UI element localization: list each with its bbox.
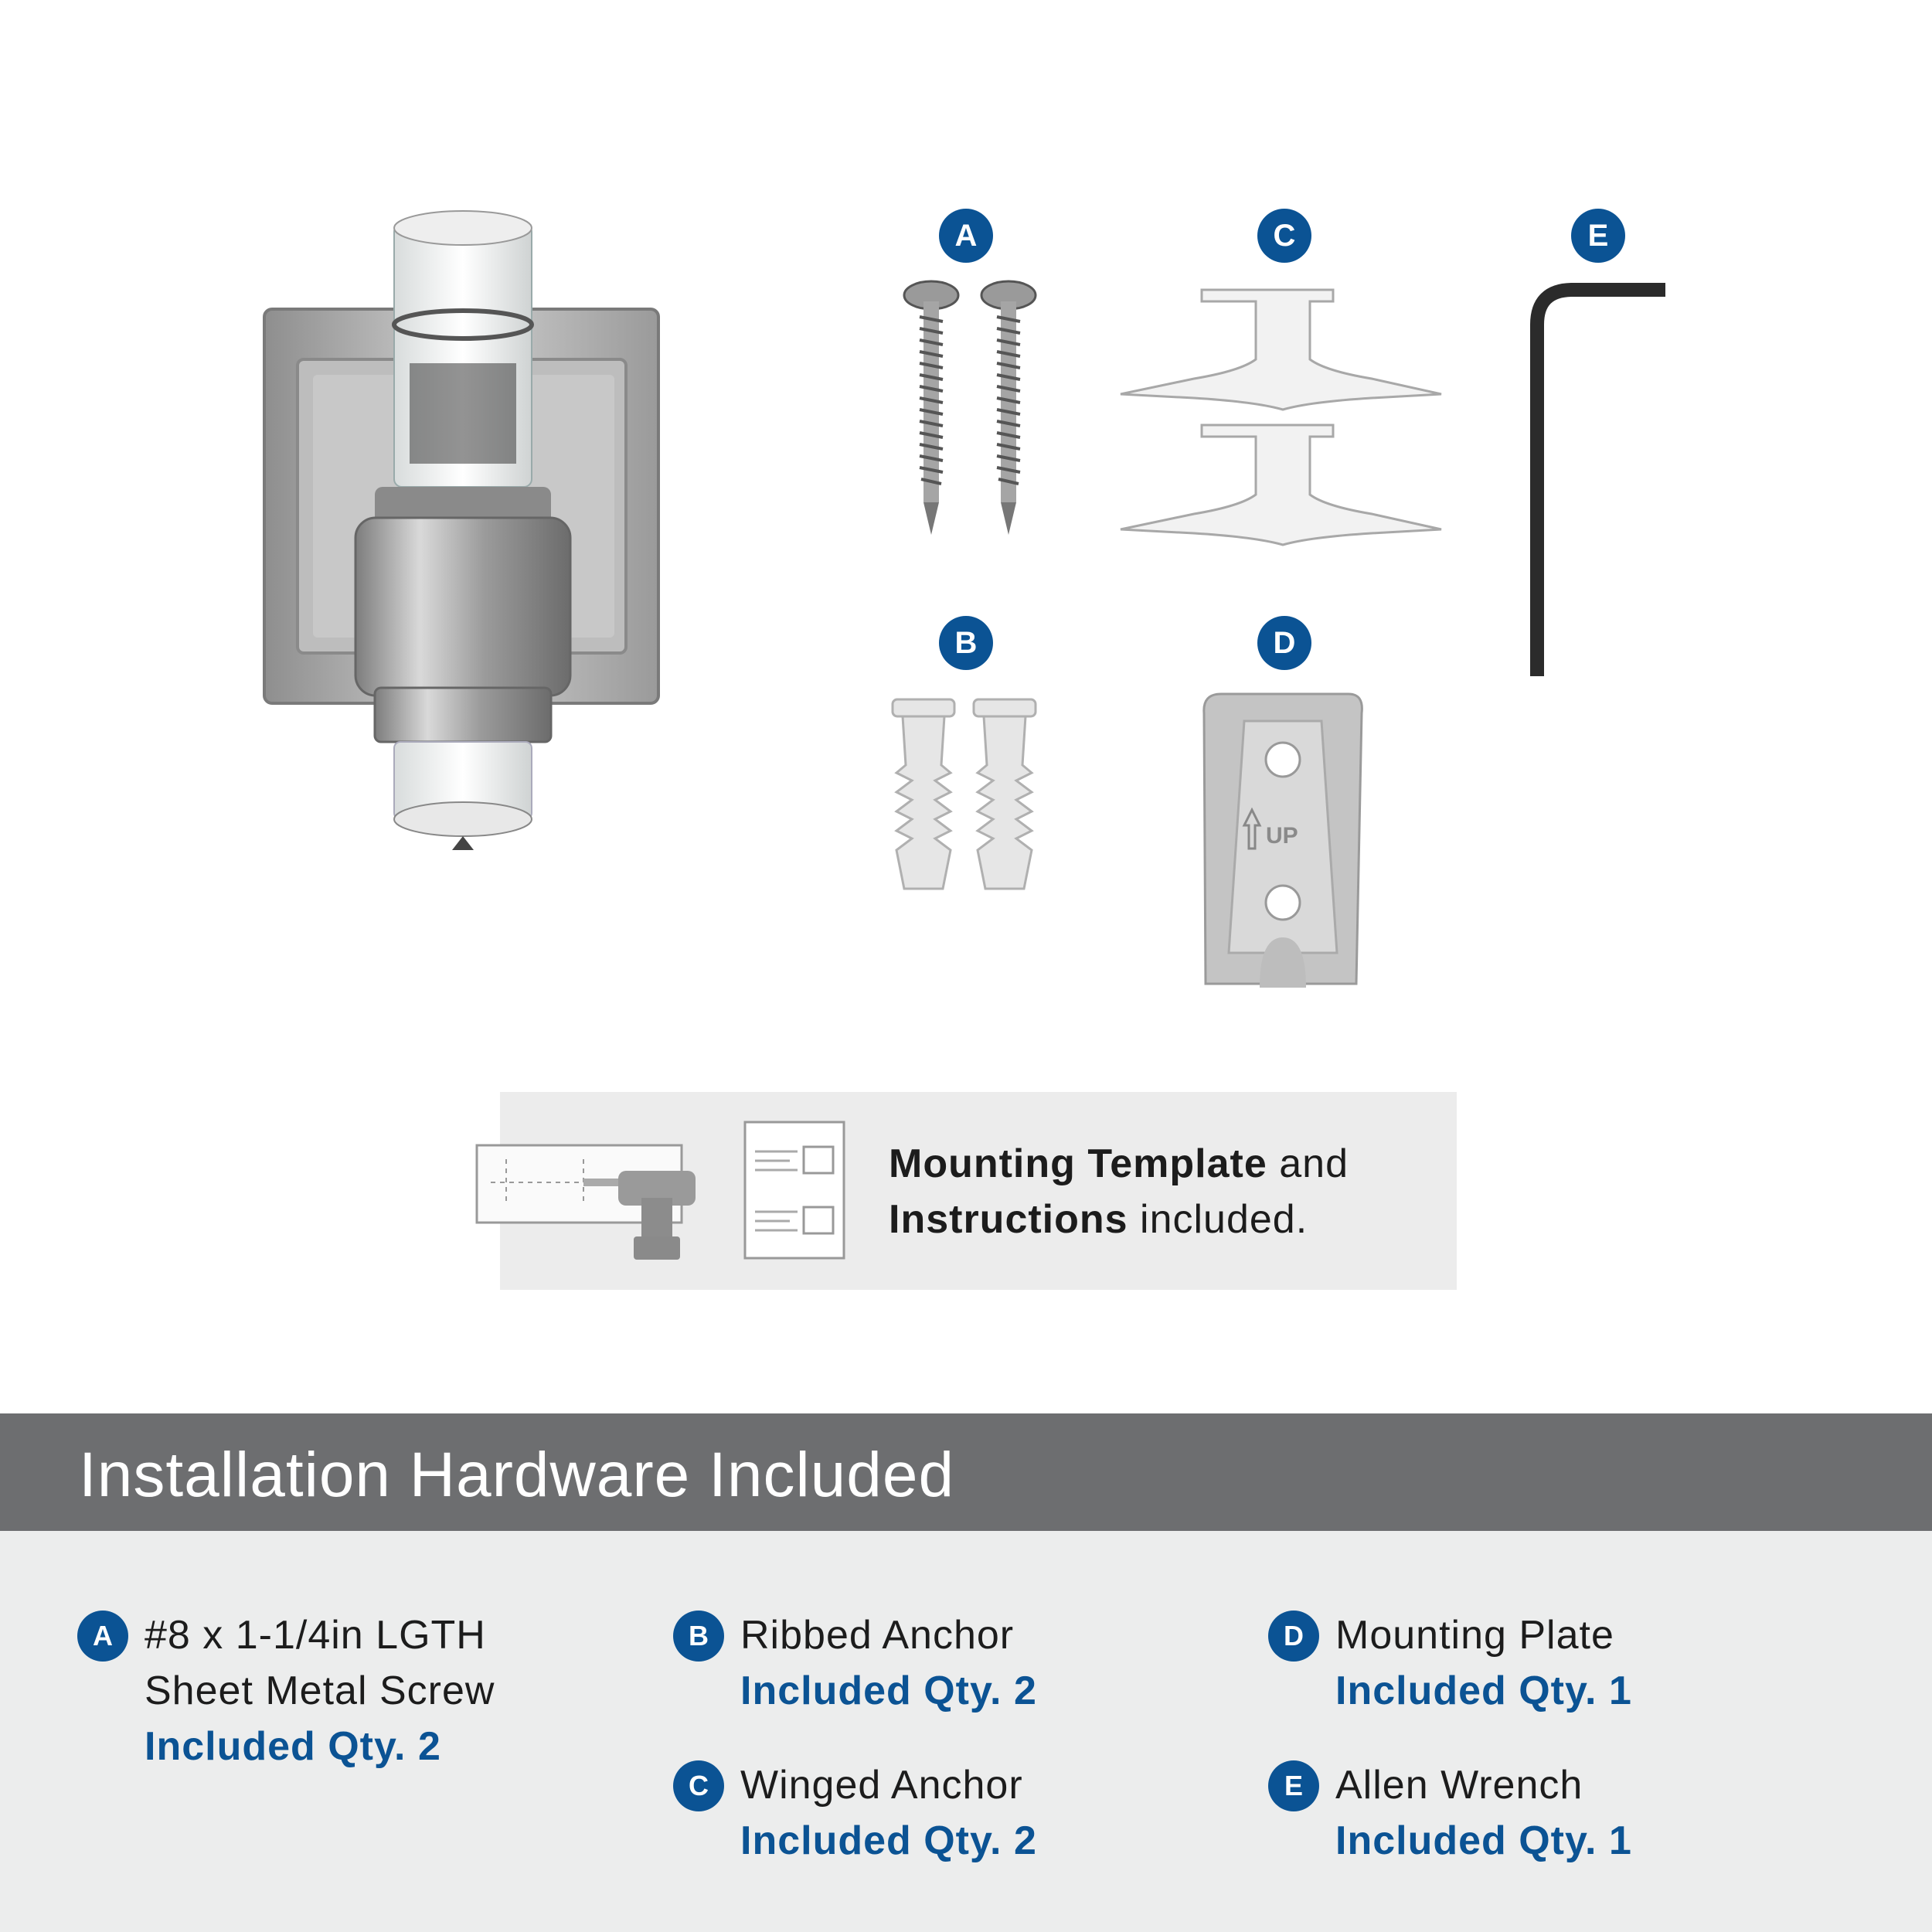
list-badge-c: C — [673, 1760, 724, 1811]
template-description — [889, 1136, 1349, 1247]
item-d-name: Mounting Plate — [1335, 1613, 1614, 1658]
mounting-plate-image — [1198, 690, 1368, 992]
item-e-name: Allen Wrench — [1335, 1763, 1583, 1808]
list-badge-b: B — [673, 1611, 724, 1662]
ribbed-anchors-image — [889, 696, 1043, 896]
list-badge-d: D — [1268, 1611, 1319, 1662]
mounting-plate-up-mark: UP — [1266, 823, 1298, 849]
item-b-name: Ribbed Anchor — [740, 1613, 1015, 1658]
template-line1-bold: Mounting Template — [889, 1141, 1267, 1186]
item-c-name: Winged Anchor — [740, 1763, 1023, 1808]
badge-c: C — [1257, 209, 1311, 263]
instructions-document-icon — [743, 1121, 847, 1261]
product-hook-image — [255, 209, 672, 873]
screws-image — [896, 278, 1043, 541]
item-d-qty: Included Qty. 1 — [1335, 1668, 1632, 1713]
item-a-qty: Included Qty. 2 — [145, 1724, 441, 1769]
badge-e: E — [1571, 209, 1625, 263]
badge-a: A — [939, 209, 993, 263]
item-a-name-line2: Sheet Metal Screw — [145, 1668, 495, 1713]
item-a-name-line1: #8 x 1-1/4in LGTH — [145, 1613, 486, 1658]
badge-b: B — [939, 616, 993, 670]
item-c-qty: Included Qty. 2 — [740, 1818, 1037, 1863]
list-badge-a: A — [77, 1611, 128, 1662]
template-line2-bold: Instructions — [889, 1197, 1128, 1242]
badge-d: D — [1257, 616, 1311, 670]
item-b-qty: Included Qty. 2 — [740, 1668, 1037, 1713]
allen-wrench-image — [1526, 278, 1681, 688]
section-title: Installation Hardware Included — [79, 1440, 955, 1510]
list-badge-e: E — [1268, 1760, 1319, 1811]
winged-anchors-image — [1117, 286, 1449, 549]
drill-template-icon — [475, 1144, 715, 1264]
template-line1-rest: and — [1267, 1141, 1349, 1186]
template-line2-rest: included. — [1128, 1197, 1308, 1242]
item-e-qty: Included Qty. 1 — [1335, 1818, 1632, 1863]
